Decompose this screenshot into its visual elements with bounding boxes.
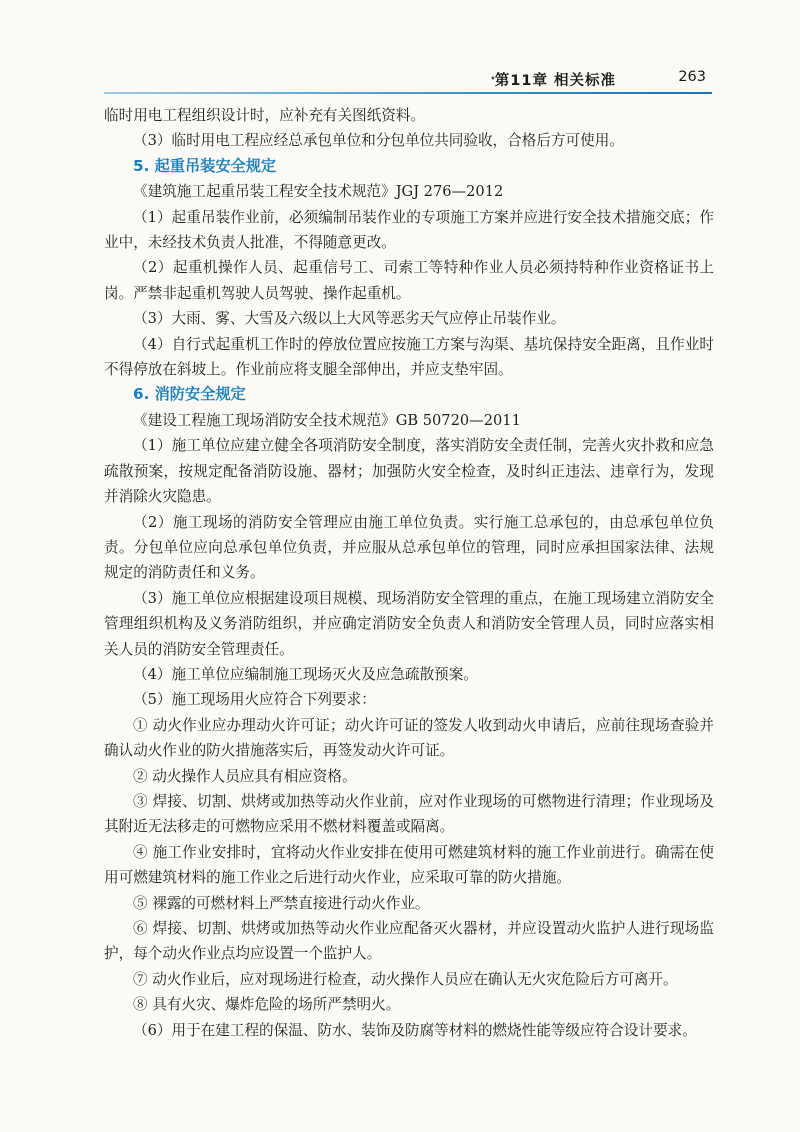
page-body [104,103,714,1043]
list-item: （1）施工单位应建立健全各项消防安全制度，落实消防安全责任制，完善火灾扑救和应急疏散预案，按规定配备消防设施、器材；加强防火安全检查，及时纠正违法、违章行为，发现并消除火灾隐患。 [104,437,714,506]
section-heading-lifting: 5. 起重吊装安全规定 [133,156,277,175]
header-rule [104,92,712,94]
paragraph: 临时用电工程组织设计时，应补充有关图纸资料。 [104,107,426,124]
chapter-title: 第11章 相关标准 [494,73,616,89]
list-item: ① 动火作业应办理动火许可证；动火许可证的签发人收到动火申请后，应前往现场查验并确认动火作业的防火措施落实后，再签发动火许可证。 [104,716,714,760]
list-item: ⑦ 动火作业后，应对现场进行检查，动火操作人员应在确认无火灾危险后方可离开。 [133,970,678,988]
standard-reference: 《建筑施工起重吊装工程安全技术规范》JGJ 276—2012 [133,183,504,201]
list-item: ② 动火操作人员应具有相应资格。 [133,767,357,785]
list-item: ⑤ 裸露的可燃材料上严禁直接进行动火作业。 [133,894,430,912]
list-item: （4）施工单位应编制施工现场灭火及应急疏散预案。 [133,665,478,683]
page-number: 263 [678,69,706,85]
list-item: ⑥ 焊接、切割、烘烤或加热等动火作业应配备灭火器材，并应设置动火监护人进行现场监护，每个动火作业点均应设置一个监护人。 [104,920,714,963]
list-item: （6）用于在建工程的保温、防水、装饰及防腐等材料的燃烧性能等级应符合设计要求。 [133,1021,697,1039]
list-item: （4）自行式起重机工作时的停放位置应按施工方案与沟渠、基坑保持安全距离，且作业时不得停放在斜坡上。作业前应将支腿全部伸出，并应支垫牢固。 [104,335,714,379]
list-item: ③ 焊接、切割、烘烤或加热等动火作业前，应对作业现场的可燃物进行清理；作业现场及其附近无法移走的可燃物应采用不燃材料覆盖或隔离。 [104,792,714,836]
standard-reference: 《建设工程施工现场消防安全技术规范》GB 50720—2011 [133,411,521,429]
list-item: （2）施工现场的消防安全管理应由施工单位负责。实行施工总承包的，由总承包单位负责。分包单位应向总承包单位负责，并应服从总承包单位的管理，同时应承担国家法律、法规规定的消防责任和义务。 [104,513,714,582]
list-item: ④ 施工作业安排时，宜将动火作业安排在使用可燃建筑材料的施工作业前进行。确需在使用可燃建筑材料的施工作业之后进行动火作业，应采取可靠的防火措施。 [104,843,714,887]
list-item: （3）大雨、雾、大雪及六级以上大风等恶劣天气应停止吊装作业。 [133,310,566,328]
list-item: （3）施工单位应根据建设项目规模、现场消防安全管理的重点，在施工现场建立消防安全管理组织机构及义务消防组织，并应确定消防安全负责人和消防安全管理人员，同时应落实相关人员的消防安全管理责任。 [104,589,714,658]
list-item: （1）起重吊装作业前，必须编制吊装作业的专项施工方案并应进行安全技术措施交底；作业中，未经技术负责人批准，不得随意更改。 [104,208,714,252]
header-dot: • [490,74,496,85]
paragraph: （3）临时用电工程应经总承包单位和分包单位共同验收，合格后方可使用。 [133,132,624,150]
list-item: （5）施工现场用火应符合下列要求： [133,691,376,709]
list-item: （2）起重机操作人员、起重信号工、司索工等特种作业人员必须持特种作业资格证书上岗。严禁非起重机驾驶人员驾驶、操作起重机。 [104,259,714,302]
page-header [104,66,712,94]
list-item: ⑧ 具有火灾、爆炸危险的场所严禁明火。 [133,996,401,1014]
section-heading-fire: 6. 消防安全规定 [133,385,246,404]
